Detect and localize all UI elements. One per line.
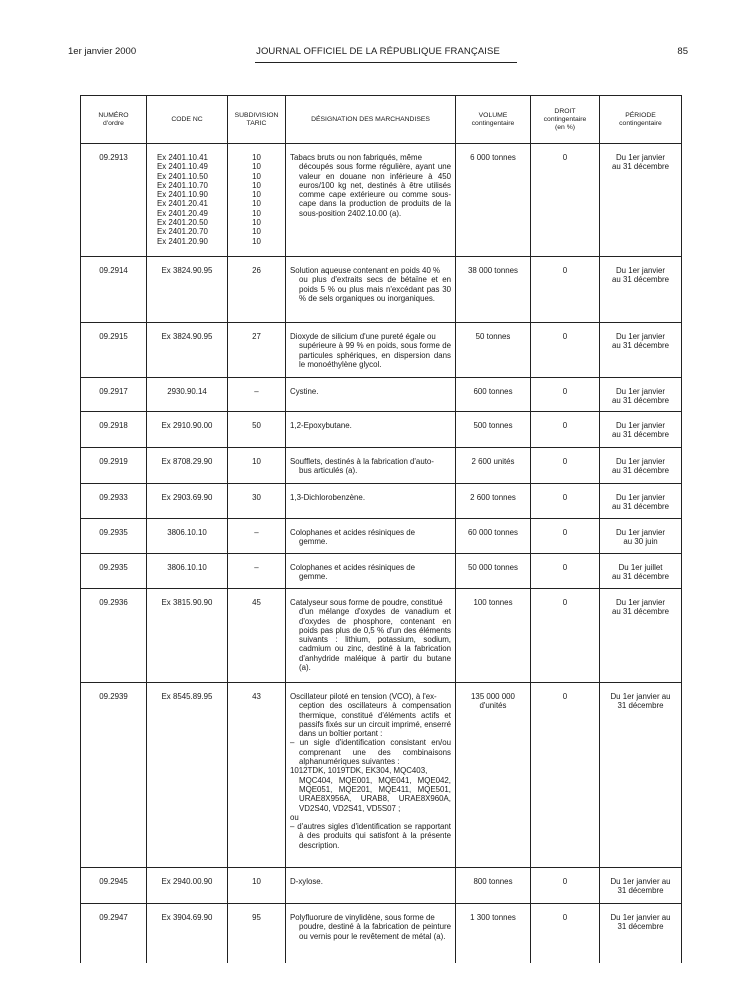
cell-periode: Du 1er janvier au 31 décembre xyxy=(600,904,682,963)
cell-droit: 0 xyxy=(531,448,600,484)
page-number: 85 xyxy=(677,46,688,57)
cell-volume: 60 000 tonnes xyxy=(456,519,531,554)
quota-table xyxy=(80,95,682,963)
cell-numero: 09.2936 xyxy=(81,589,147,683)
cell-taric: 43 xyxy=(228,683,286,868)
cell-numero: 09.2935 xyxy=(81,519,147,554)
cell-periode: Du 1er janvier au 31 décembre xyxy=(600,484,682,519)
cell-volume: 500 tonnes xyxy=(456,412,531,448)
cell-volume: 50 000 tonnes xyxy=(456,554,531,589)
cell-volume: 800 tonnes xyxy=(456,868,531,904)
cell-designation: Colophanes et acides résiniques de gemme. xyxy=(286,554,456,589)
cell-periode: Du 1er janvier au 31 décembre xyxy=(600,378,682,412)
cell-numero: 09.2939 xyxy=(81,683,147,868)
cell-periode: Du 1er janvier au 31 décembre xyxy=(600,257,682,323)
cell-droit: 0 xyxy=(531,412,600,448)
cell-designation: Tabacs bruts ou non fabriqués, même découpés sous forme régulière, ayant une valeur en douane non inférieure à 450 euros/100 kg net, destinés à être utilisés comme cape extérieure ou comme sous-cape dans la production de produits de la sous-position 2402.10.00 (a). xyxy=(286,144,456,257)
cell-periode: Du 1er juillet au 31 décembre xyxy=(600,554,682,589)
cell-periode: Du 1er janvier au 31 décembre xyxy=(600,448,682,484)
cell-droit: 0 xyxy=(531,257,600,323)
cell-numero: 09.2914 xyxy=(81,257,147,323)
cell-numero: 09.2933 xyxy=(81,484,147,519)
cell-taric: 10 xyxy=(228,448,286,484)
cell-droit: 0 xyxy=(531,904,600,963)
cell-volume: 2 600 tonnes xyxy=(456,484,531,519)
cell-designation: 1,3-Dichlorobenzène. xyxy=(286,484,456,519)
cell-designation: Catalyseur sous forme de poudre, constitué d'un mélange d'oxydes de vanadium et d'oxydes de phosphore, contenant en poids pas plus de 0,5 % d'un des éléments suivants : lithium, potassium, sodium, cadmium ou zinc, destiné à la fabrication d'anhydride maléique à partir du butane (a). xyxy=(286,589,456,683)
cell-numero: 09.2913 xyxy=(81,144,147,257)
cell-periode: Du 1er janvier au 31 décembre xyxy=(600,144,682,257)
cell-designation: Oscillateur piloté en tension (VCO), à l'ex- ception des oscillateurs à compensation thermique, constitué d'éléments actifs et passifs fixés sur un circuit imprimé, enserré dans un boîtier portant : – un sigle d'identification consistant en/ou comprenant une des combinaisons alphanumériques suivantes : 1012TDK, 1019TDK, EK304, MQC403, MQC404, MQE001, MQE041, MQE042, MQE051, MQE201, MQE411, MQE501, URAE8X956A, URAB8, URAE8X960A, VD2S40, VD2S41, VD5S07 ; ou – d'autres sigles d'identification se rapportant à des produits qui satisfont à la présente description. xyxy=(286,683,456,868)
cell-volume: 2 600 unités xyxy=(456,448,531,484)
cell-designation: Polyfluorure de vinylidène, sous forme de poudre, destiné à la fabrication de peinture ou vernis pour le revêtement de métal (a). xyxy=(286,904,456,963)
cell-code-nc: Ex 2903.69.90 xyxy=(147,484,228,519)
page-header xyxy=(68,46,688,60)
table-row xyxy=(81,257,682,323)
cell-periode: Du 1er janvier au 31 décembre xyxy=(600,868,682,904)
cell-periode: Du 1er janvier au 31 décembre xyxy=(600,412,682,448)
cell-droit: 0 xyxy=(531,323,600,378)
table-row xyxy=(81,589,682,683)
cell-numero: 09.2918 xyxy=(81,412,147,448)
cell-volume: 6 000 tonnes xyxy=(456,144,531,257)
cell-volume: 100 tonnes xyxy=(456,589,531,683)
table-row xyxy=(81,448,682,484)
col-header-volume: VOLUME contingentaire xyxy=(456,96,531,144)
cell-periode: Du 1er janvier au 31 décembre xyxy=(600,323,682,378)
cell-periode: Du 1er janvier au 31 décembre xyxy=(600,683,682,868)
table-row xyxy=(81,683,682,868)
header-date: 1er janvier 2000 xyxy=(68,46,137,57)
col-header-periode: PÉRIODE contingentaire xyxy=(600,96,682,144)
cell-droit: 0 xyxy=(531,554,600,589)
col-header-taric: SUBDIVISION TARIC xyxy=(228,96,286,144)
cell-taric: 27 xyxy=(228,323,286,378)
cell-designation: Soufflets, destinés à la fabrication d'auto- bus articulés (a). xyxy=(286,448,456,484)
cell-numero: 09.2915 xyxy=(81,323,147,378)
cell-numero: 09.2917 xyxy=(81,378,147,412)
cell-numero: 09.2945 xyxy=(81,868,147,904)
cell-designation: Colophanes et acides résiniques de gemme. xyxy=(286,519,456,554)
cell-periode: Du 1er janvier au 31 décembre xyxy=(600,589,682,683)
cell-designation: Cystine. xyxy=(286,378,456,412)
table-row xyxy=(81,484,682,519)
table-row xyxy=(81,868,682,904)
cell-taric: – xyxy=(228,554,286,589)
cell-code-nc: Ex 2910.90.00 xyxy=(147,412,228,448)
cell-droit: 0 xyxy=(531,683,600,868)
cell-taric: – xyxy=(228,378,286,412)
cell-droit: 0 xyxy=(531,519,600,554)
cell-taric: 50 xyxy=(228,412,286,448)
cell-taric: 45 xyxy=(228,589,286,683)
col-header-numero: NUMÉRO d'ordre xyxy=(81,96,147,144)
table-row xyxy=(81,144,682,257)
cell-taric: 10 10 10 10 10 10 10 10 10 10 xyxy=(228,144,286,257)
cell-volume: 600 tonnes xyxy=(456,378,531,412)
cell-taric: 26 xyxy=(228,257,286,323)
cell-numero: 09.2947 xyxy=(81,904,147,963)
cell-volume: 1 300 tonnes xyxy=(456,904,531,963)
cell-designation: D-xylose. xyxy=(286,868,456,904)
cell-designation: Solution aqueuse contenant en poids 40 % ou plus d'extraits secs de bétaïne et en poids 5 % ou plus mais n'excédant pas 30 % de sels organiques ou inorganiques. xyxy=(286,257,456,323)
cell-code-nc: Ex 2940.00.90 xyxy=(147,868,228,904)
cell-taric: 95 xyxy=(228,904,286,963)
cell-droit: 0 xyxy=(531,589,600,683)
cell-code-nc: Ex 3824.90.95 xyxy=(147,323,228,378)
table-row xyxy=(81,554,682,589)
cell-taric: 10 xyxy=(228,868,286,904)
cell-numero: 09.2919 xyxy=(81,448,147,484)
cell-numero: 09.2935 xyxy=(81,554,147,589)
table-header-row xyxy=(81,96,682,144)
table-row xyxy=(81,904,682,963)
cell-designation: Dioxyde de silicium d'une pureté égale ou supérieure à 99 % en poids, sous forme de particules sphériques, en dispersion dans le monoéthylène glycol. xyxy=(286,323,456,378)
cell-code-nc: Ex 8545.89.95 xyxy=(147,683,228,868)
table-row xyxy=(81,412,682,448)
cell-volume: 38 000 tonnes xyxy=(456,257,531,323)
cell-taric: – xyxy=(228,519,286,554)
cell-code-nc: 2930.90.14 xyxy=(147,378,228,412)
cell-code-nc: 3806.10.10 xyxy=(147,554,228,589)
table-row xyxy=(81,519,682,554)
col-header-code-nc: CODE NC xyxy=(147,96,228,144)
cell-code-nc: Ex 3904.69.90 xyxy=(147,904,228,963)
table-row xyxy=(81,323,682,378)
cell-code-nc: Ex 2401.10.41 Ex 2401.10.49 Ex 2401.10.50 Ex 2401.10.70 Ex 2401.10.90 Ex 2401.20.41 Ex 2401.20.49 Ex 2401.20.50 Ex 2401.20.70 Ex 2401.20.90 xyxy=(147,144,228,257)
journal-title: JOURNAL OFFICIEL DE LA RÉPUBLIQUE FRANÇAISE xyxy=(256,46,500,57)
cell-code-nc: 3806.10.10 xyxy=(147,519,228,554)
cell-volume: 135 000 000 d'unités xyxy=(456,683,531,868)
cell-volume: 50 tonnes xyxy=(456,323,531,378)
col-header-designation: DÉSIGNATION DES MARCHANDISES xyxy=(286,96,456,144)
cell-droit: 0 xyxy=(531,144,600,257)
cell-code-nc: Ex 8708.29.90 xyxy=(147,448,228,484)
header-rule xyxy=(255,62,517,63)
cell-taric: 30 xyxy=(228,484,286,519)
cell-periode: Du 1er janvier au 30 juin xyxy=(600,519,682,554)
cell-code-nc: Ex 3815.90.90 xyxy=(147,589,228,683)
cell-designation: 1,2-Epoxybutane. xyxy=(286,412,456,448)
col-header-droit: DROIT contingentaire (en %) xyxy=(531,96,600,144)
cell-droit: 0 xyxy=(531,378,600,412)
cell-droit: 0 xyxy=(531,484,600,519)
cell-code-nc: Ex 3824.90.95 xyxy=(147,257,228,323)
cell-droit: 0 xyxy=(531,868,600,904)
table-row xyxy=(81,378,682,412)
